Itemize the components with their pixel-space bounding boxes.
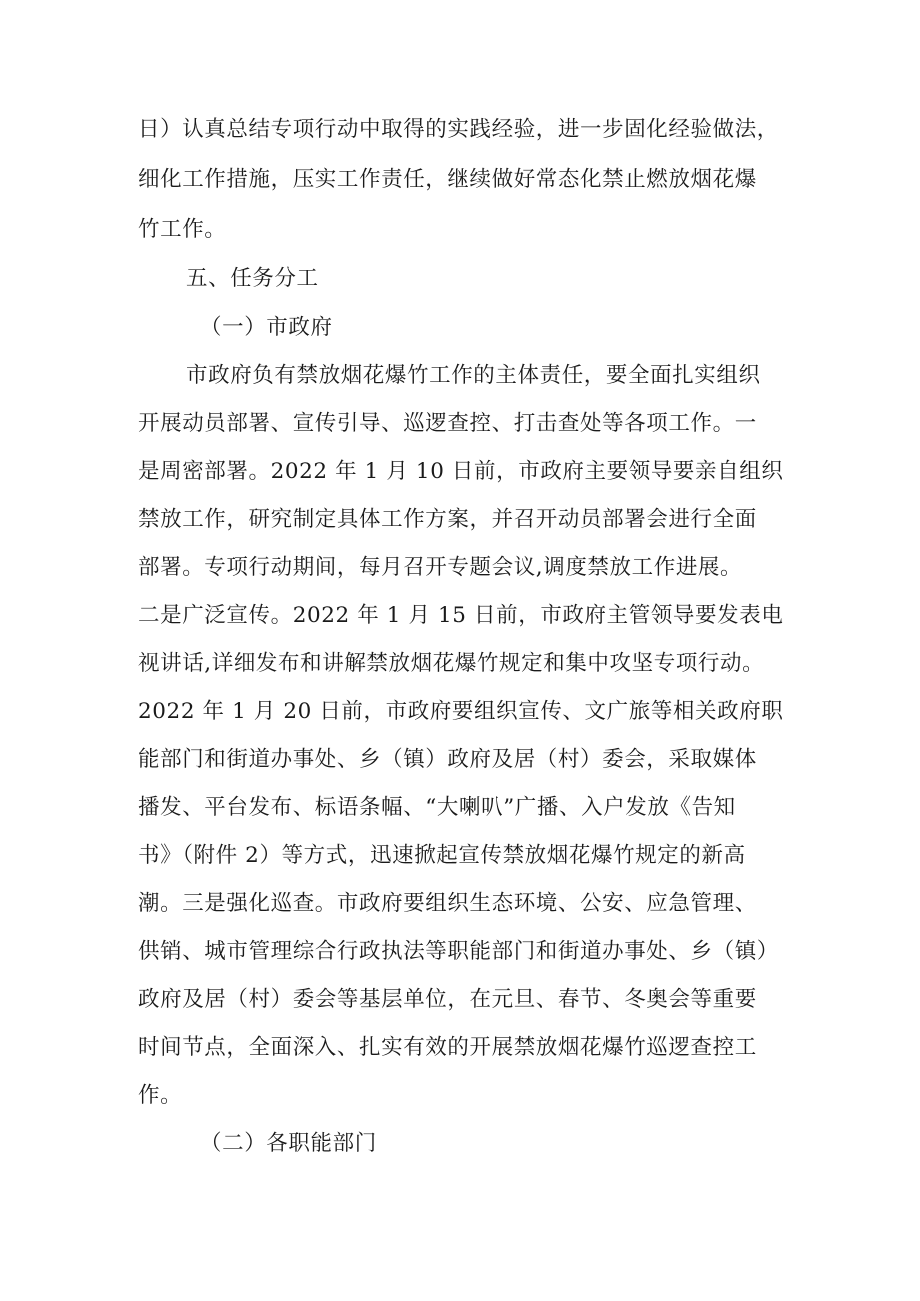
text-line: 竹工作。 [138,217,227,242]
text-line: 政府及居（村）委会等基层单位，在元旦、春节、冬奥会等重要 [138,987,757,1012]
section-heading: 五、任务分工 [186,266,319,291]
text-line: 视讲话,详细发布和讲解禁放烟花爆竹规定和集中攻坚专项行动。 [138,651,765,676]
text-line: 供销、城市管理综合行政执法等职能部门和街道办事处、乡（镇） [138,939,779,964]
text-line: 是周密部署。2022 年 1 月 10 日前，市政府主要领导要亲自组织 [138,459,784,484]
text-line: 播发、平台发布、标语条幅、“大喇叭”广播、入户发放《告知 [138,795,736,820]
text-line: 日）认真总结专项行动中取得的实践经验，进一步固化经验做法， [138,117,779,142]
text-line: 禁放工作，研究制定具体工作方案，并召开动员部署会进行全面 [138,507,757,532]
text-line: 2022 年 1 月 20 日前，市政府要组织宣传、文广旅等相关政府职 [138,699,784,724]
text-line: 潮。三是强化巡查。市政府要组织生态环境、公安、应急管理、 [138,891,757,916]
text-line: 二是广泛宣传。2022 年 1 月 15 日前，市政府主管领导要发表电 [138,603,784,628]
text-line: 部署。专项行动期间，每月召开专题会议,调度禁放工作进展。 [138,555,743,580]
text-line: 书》（附件 2）等方式，迅速掀起宣传禁放烟花爆竹规定的新高 [138,843,746,868]
subsection-heading: （一）市政府 [200,315,333,340]
text-line: 能部门和街道办事处、乡（镇）政府及居（村）委会，采取媒体 [138,747,757,772]
text-line: 作。 [138,1083,183,1108]
text-line: 时间节点，全面深入、扎实有效的开展禁放烟花爆竹巡逻查控工 [138,1035,757,1060]
text-line: 市政府负有禁放烟花爆竹工作的主体责任，要全面扎实组织 [186,363,761,388]
subsection-heading: （二）各职能部门 [200,1131,377,1156]
text-line: 细化工作措施，压实工作责任，继续做好常态化禁止燃放烟花爆 [138,167,757,192]
text-line: 开展动员部署、宣传引导、巡逻查控、打击查处等各项工作。一 [138,411,757,436]
